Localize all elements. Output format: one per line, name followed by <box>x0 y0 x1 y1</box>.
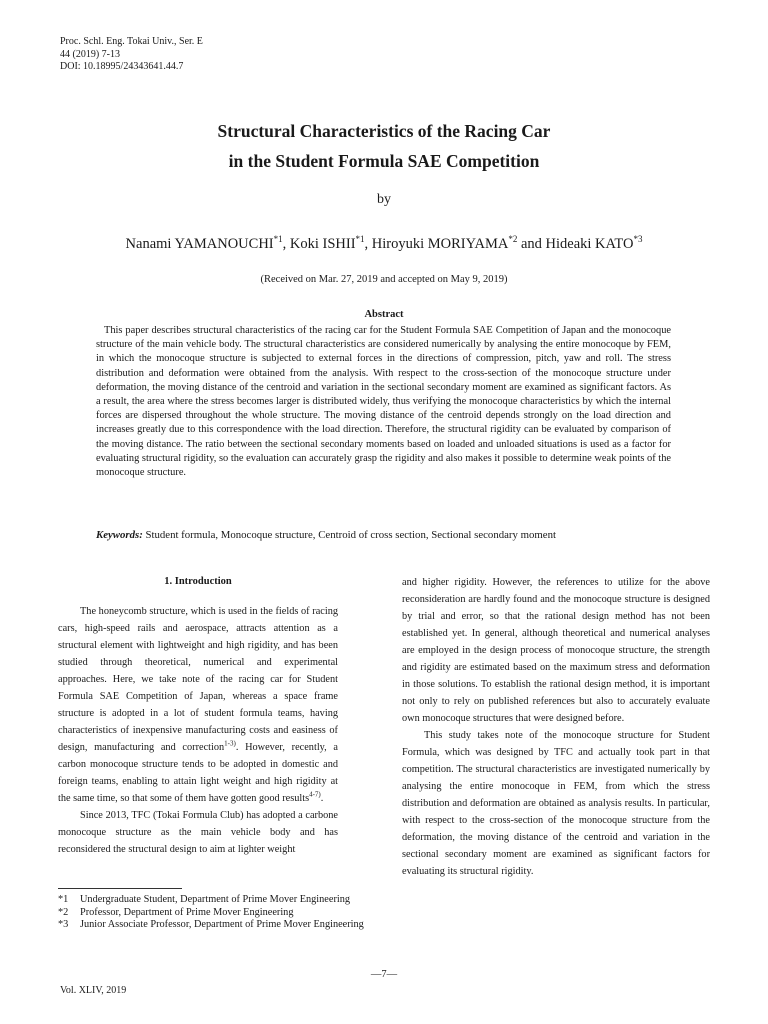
paragraph-text: . However, recently, a carbon monocoque structure tends to be adopted in domestic and foreign teams, enabling to attain light weight and high rigidity at the same time, so that some of them have gotten good results <box>58 742 338 804</box>
by-line: by <box>377 192 391 207</box>
journal-header <box>60 36 203 74</box>
author-affiliation-mark: *2 <box>508 234 518 244</box>
keywords-text: Student formula, Monocoque structure, Centroid of cross section, Sectional secondary moment <box>142 529 556 541</box>
footnote-mark: *3 <box>58 919 69 930</box>
author-name: Nanami YAMANOUCHI <box>125 235 274 252</box>
footnote-mark: *1 <box>58 894 69 905</box>
paragraph-text: The honeycomb structure, which is used in the fields of racing cars, high-speed rails and aerospace, attracts attention as a structural element with lightweight and high rigidity, and has been studied through theoretical, numerical and experimental approaches. Here, we take note of the racing car for Student Formula SAE Competition of Japan, whereas a space frame structure is adopted in a lot of student formula teams, having characteristics of inexpensive manufacturing costs and easiness of design, manufacturing and correction <box>58 606 338 753</box>
author-separator: and <box>517 235 546 252</box>
section-heading-introduction: 1. Introduction <box>164 576 232 587</box>
footnote <box>58 894 368 907</box>
author-name: Hideaki KATO <box>545 235 634 252</box>
keywords-label: Keywords: <box>96 529 143 541</box>
citation-ref: 4-7) <box>309 790 321 799</box>
citation-ref: 1-3) <box>224 739 236 748</box>
footnote-text: Professor, Department of Prime Mover Engineering <box>80 906 294 918</box>
author-name: Hiroyuki MORIYAMA <box>371 235 509 252</box>
author-affiliation-mark: *1 <box>273 234 283 244</box>
abstract-heading: Abstract <box>364 309 404 320</box>
author-affiliation-mark: *1 <box>355 234 365 244</box>
left-column <box>58 603 338 858</box>
volume-label: Vol. XLIV, 2019 <box>60 985 127 996</box>
author-list <box>0 234 768 253</box>
body-paragraph: Since 2013, TFC (Tokai Formula Club) has adopted a carbone monocoque structure as the main vehicle body and has reconsidered the structural design to aim at lighter weight <box>58 810 338 855</box>
author-separator: , <box>364 235 372 252</box>
paper-title-line-1: Structural Characteristics of the Racing Car <box>217 121 551 141</box>
paper-title-line-2: in the Student Formula SAE Competition <box>228 151 540 171</box>
body-paragraph: This study takes note of the monocoque structure for Student Formula, which was designed by TFC and actually took part in that competition. The structural characteristics are investigated numerically by analysing the entire monocoque in FEM, from which the stress distribution and deformation are obtained as analysis results. In particular, with respect to the cross-section of the monocoque structure from the deformation, the moving distance of the centroid and variation in the sectional secondary moment are examined as significant factors for evaluating its structural rigidity. <box>402 730 710 877</box>
journal-doi: DOI: 10.18995/24343641.44.7 <box>60 61 184 72</box>
abstract-text: This paper describes structural characteristics of the racing car for the Student Formula SAE Competition of Japan and the monocoque structure of the main vehicle body. The structural characteristics are considered numerically by analysing the entire monocoque by FEM, in which the monocoque structure is subjected to external forces in the directions of compression, pitch, yaw and roll. The stress distribution and deformation were obtained from the analysis. With respect to the cross-section of the monocoque structure under deformation, the moving distance of the centroid and variation in the sectional secondary moment are examined as significant factors. As a result, the area where the stress becomes larger is distributed widely, thus verifying the monocoque characteristics by which the internal forces are dispersed throughout the whole structure. The moving distance of the centroid depends strongly on the load direction and increases greatly due to this correspondence with the load direction. Therefore, the structural rigidity can be evaluated by comparison of the moving distance. The ratio between the sectional secondary moments based on loaded and unloaded situations is used as a factor for evaluating structural rigidity, so the evaluation can accurately grasp the rigidity and also makes it possible to determine weak points of the monocoque structure. <box>96 325 671 479</box>
body-paragraph: and higher rigidity. However, the references to utilize for the above reconsideration are hardly found and the monocoque structure is designed by trial and error, so that the rational design method has not been established yet. In general, although theoretical and numerical analyses are employed in the design process of monocoque structure, the strength and rigidity are estimated based on the maximum stress and deformation in those solutions. To establish the rational design method, it is important not only to rely on published references but also to accurately evaluate own monocoque structures that were designed before. <box>402 577 710 724</box>
author-separator: , <box>282 235 290 252</box>
right-column <box>402 574 710 880</box>
footnote-text: Undergraduate Student, Department of Prime Mover Engineering <box>80 894 351 905</box>
body-paragraph <box>58 603 338 807</box>
author-affiliation-mark: *3 <box>633 234 643 244</box>
footnote-divider <box>58 888 182 889</box>
received-dates: (Received on Mar. 27, 2019 and accepted on May 9, 2019) <box>260 274 508 285</box>
keywords <box>96 529 696 541</box>
author-name: Koki ISHII <box>289 235 356 252</box>
footnote-text: Junior Associate Professor, Department of Prime Mover Engineering <box>80 919 364 930</box>
footnote <box>58 907 368 920</box>
footnote-mark: *2 <box>58 906 69 918</box>
footnotes <box>58 894 368 932</box>
footnote <box>58 919 368 932</box>
page-number: —7— <box>370 969 398 980</box>
paragraph-text: . <box>320 793 324 804</box>
journal-issue: 44 (2019) 7-13 <box>60 48 120 60</box>
journal-name: Proc. Schl. Eng. Tokai Univ., Ser. E <box>60 36 203 47</box>
